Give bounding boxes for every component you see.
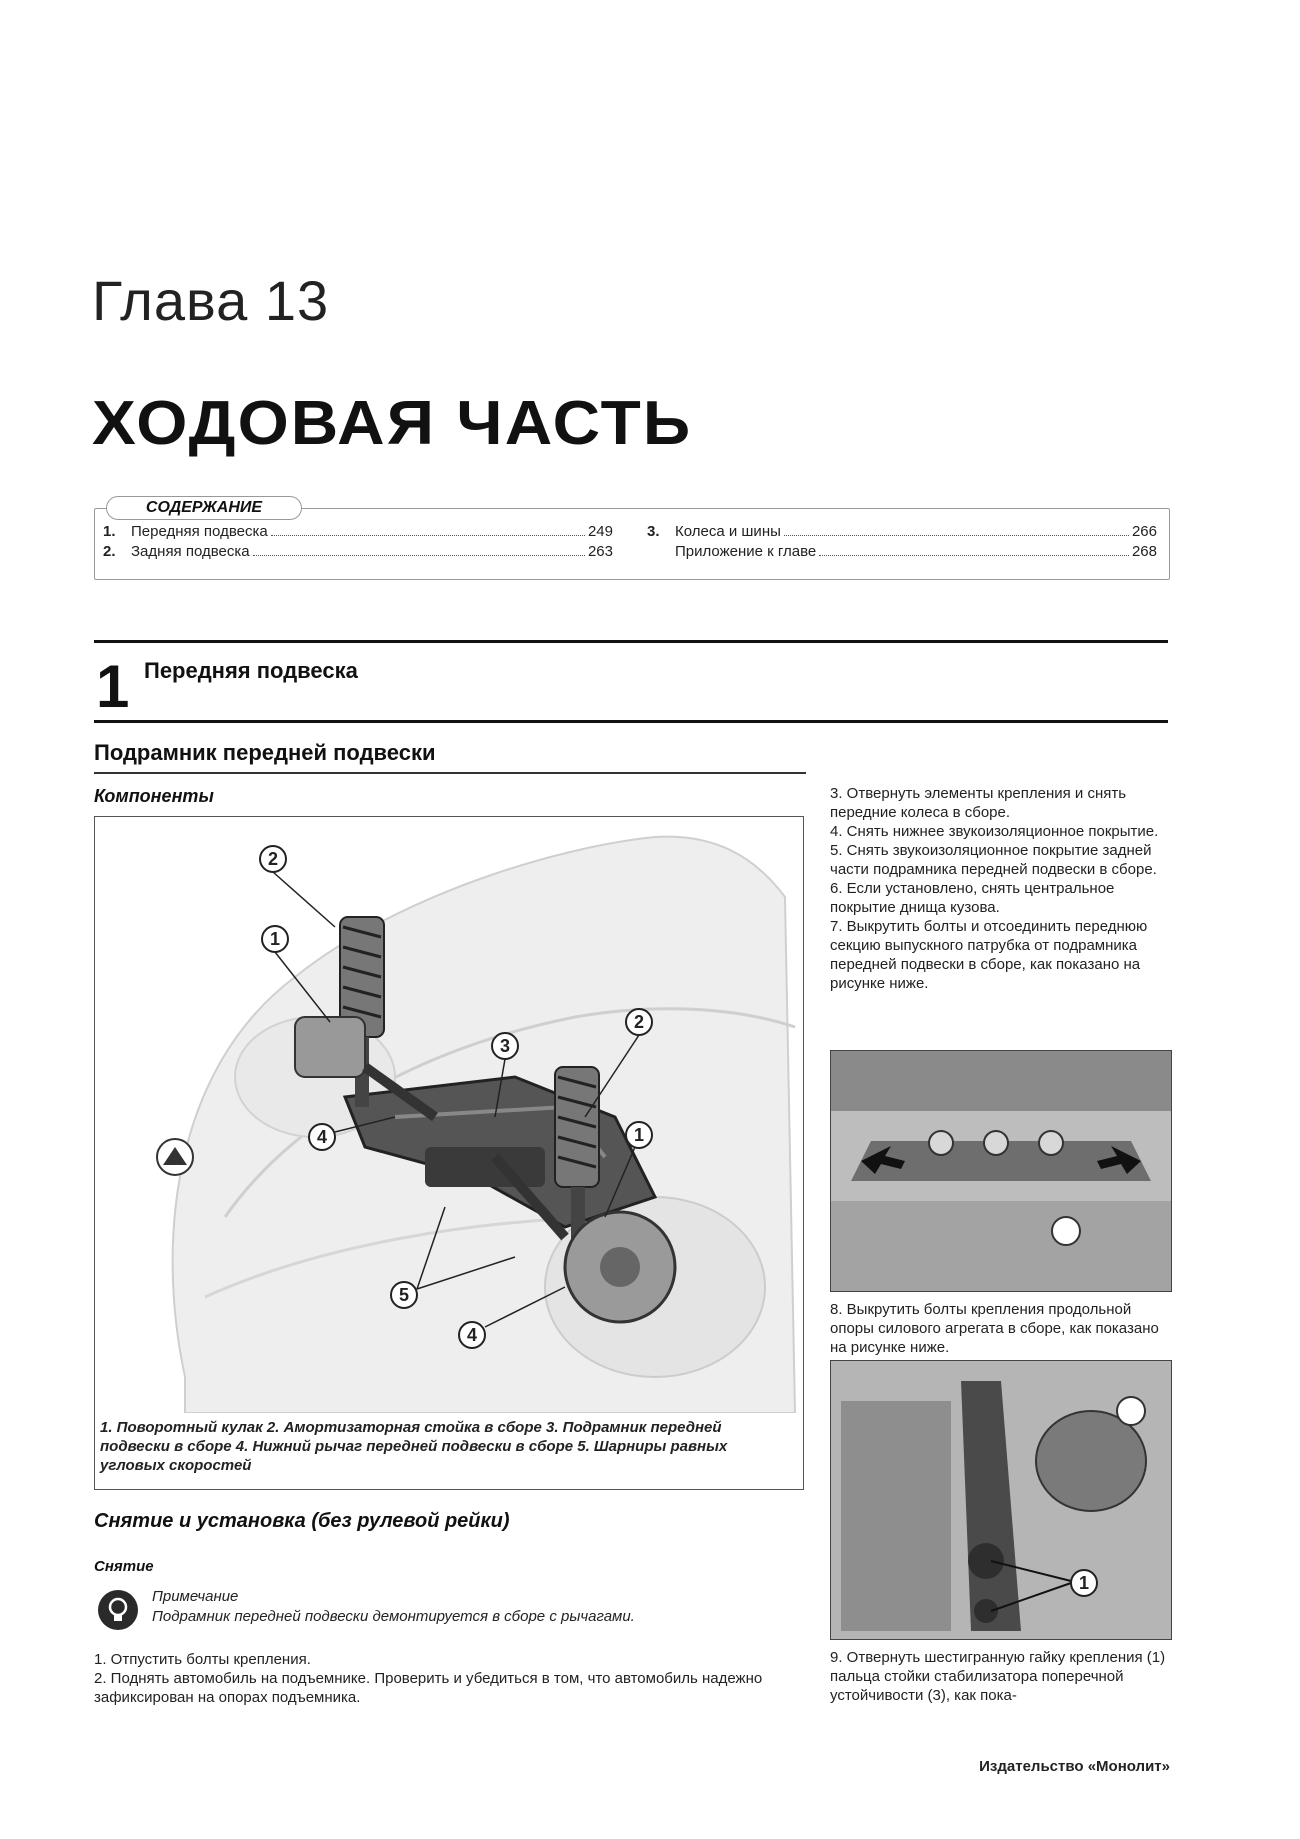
exhaust-mount-photo (830, 1050, 1172, 1292)
mount-bolt-photo (830, 1360, 1172, 1640)
components-heading: Компоненты (94, 786, 214, 806)
svg-text:2: 2 (633, 1012, 645, 1032)
callout-3 (492, 1033, 518, 1059)
toc-entry-label: Передняя подвеска (131, 523, 268, 540)
photo-callout (831, 1361, 1171, 1639)
svg-text:1: 1 (633, 1125, 645, 1145)
toc-entry-label: Приложение к главе (675, 543, 817, 560)
suspension-figure (94, 816, 804, 1490)
removal-heading: Снятие и установка (без рулевой рейки) (94, 1510, 510, 1532)
toc-entry-page: 266 (1131, 523, 1157, 540)
note-label: Примечание (152, 1588, 239, 1605)
svg-text:4: 4 (316, 1127, 328, 1147)
step-item: 5. Снять звукоизоляционное покрытие задней части подрамника передней подвески в сборе. (830, 842, 1157, 878)
svg-text:2: 2 (267, 849, 279, 869)
step-item: 3. Отвернуть элементы крепления и снять передние колеса в сборе. (830, 785, 1127, 821)
removal-steps (94, 1650, 804, 1707)
step-item: 1. Отпустить болты крепления. (94, 1651, 311, 1668)
callout-5 (391, 1282, 417, 1308)
toc-dots (819, 555, 1129, 556)
right-column-steps (830, 784, 1170, 993)
chapter-title: ХОДОВАЯ ЧАСТЬ (92, 389, 693, 458)
step-item: 2. Поднять автомобиль на подъемнике. Проверить и убедиться в том, что автомобиль надежно зафиксирован на опорах подъемника. (94, 1670, 763, 1706)
step-9: 9. Отвернуть шестигранную гайку крепления (1) пальца стойки стабилизатора поперечной устойчивости (3), как пока- (830, 1649, 1166, 1704)
toc-entry-number: 2. (103, 543, 116, 560)
step-8: 8. Выкрутить болты крепления продольной опоры силового агрегата в сборе, как показано на рисунке ниже. (830, 1301, 1159, 1356)
callout-1-left (262, 926, 288, 952)
note-text: Подрамник передней подвески демонтируется в сборе с рычагами. (152, 1608, 635, 1625)
toc-entry-page: 268 (1131, 543, 1157, 560)
callout-2-right (626, 1009, 652, 1035)
toc-dots (271, 535, 585, 536)
svg-text:1: 1 (269, 929, 281, 949)
subsection-underline (94, 772, 806, 774)
toc-entry[interactable] (103, 523, 613, 540)
section-rule-top (94, 640, 1168, 643)
toc-entry[interactable] (647, 523, 1157, 540)
callout-4-right (459, 1322, 485, 1348)
svg-text:4: 4 (466, 1325, 478, 1345)
toc-entry-number: 1. (103, 523, 116, 540)
removal-subheading: Снятие (94, 1558, 154, 1575)
toc-tab: СОДЕРЖАНИЕ (106, 496, 302, 520)
callout-4-left (309, 1124, 335, 1150)
section-rule-bottom (94, 720, 1168, 723)
toc-entry-label: Колеса и шины (675, 523, 781, 540)
chapter-label: Глава 13 (92, 269, 330, 332)
svg-text:1: 1 (1078, 1573, 1090, 1593)
step-item: 6. Если установлено, снять центральное покрытие днища кузова. (830, 880, 1115, 916)
callout-1-right (626, 1122, 652, 1148)
toc-entry-page: 263 (587, 543, 613, 560)
publisher-logo-icon (1052, 1217, 1080, 1245)
toc-dots (253, 555, 585, 556)
section-number: 1 (96, 653, 130, 720)
toc-entry-label: Задняя подвеска (131, 543, 250, 560)
callout-2-left (260, 846, 286, 872)
toc-entry-number: 3. (647, 523, 660, 540)
toc-entry-page: 249 (587, 523, 613, 540)
figure-caption: 1. Поворотный кулак 2. Амортизаторная стойка в сборе 3. Подрамник передней подвески в сборе 4. Нижний рычаг передней подвески в сборе 5. Шарниры равных угловых скоростей (100, 1419, 728, 1474)
note-bulb-icon (98, 1590, 138, 1630)
publisher-footer: Издательство «Монолит» (979, 1758, 1170, 1775)
svg-text:3: 3 (499, 1036, 511, 1056)
subsection-title: Подрамник передней подвески (94, 740, 436, 765)
svg-text:5: 5 (398, 1285, 410, 1305)
toc-entry[interactable] (647, 543, 1157, 560)
toc-dots (784, 535, 1129, 536)
toc-entry[interactable] (103, 543, 613, 560)
step-item: 4. Снять нижнее звукоизоляционное покрытие. (830, 823, 1159, 840)
section-title: Передняя подвеска (144, 658, 358, 683)
step-item: 7. Выкрутить болты и отсоединить переднюю секцию выпускного патрубка от подрамника передней подвески в сборе, как показано на рисунке ниже. (830, 918, 1148, 992)
callout-layer (95, 817, 803, 1413)
